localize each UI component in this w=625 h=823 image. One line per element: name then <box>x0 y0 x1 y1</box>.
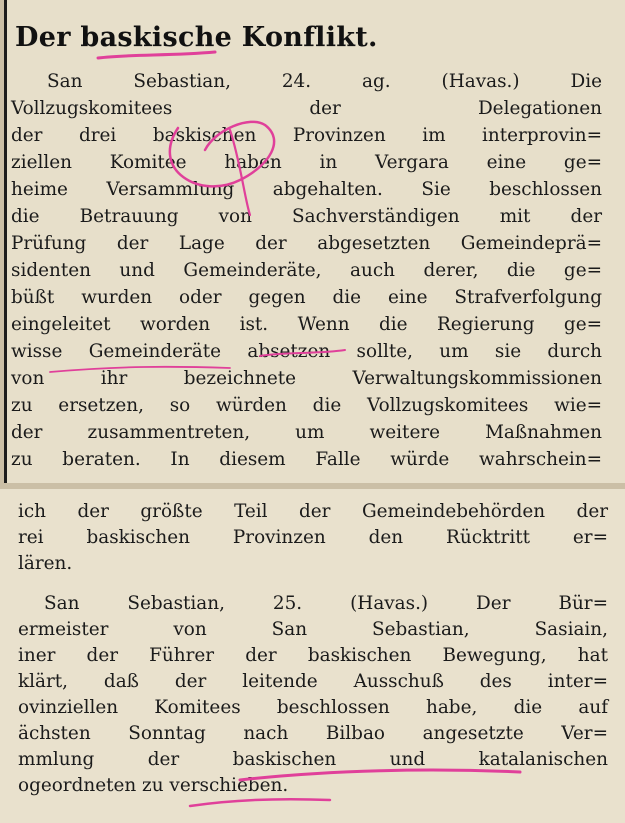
text-line: zu ersetzen, so würden die Vollzugskomitees wie= <box>11 395 602 416</box>
text-line: von ihr bezeichnete Verwaltungskommissionen <box>11 368 602 389</box>
clipping-bottom-piece <box>0 486 625 823</box>
text-line: rei baskischen Provinzen den Rücktritt er= <box>18 527 608 548</box>
text-line: die Betrauung von Sachverständigen mit der <box>11 206 602 227</box>
text-line: zu beraten. In diesem Falle würde wahrschein= <box>11 449 602 470</box>
text-line: der zusammentreten, um weitere Maßnahmen <box>11 422 602 443</box>
text-line: ziellen Komitee haben in Vergara eine ge= <box>11 152 602 173</box>
text-line: der drei baskischen Provinzen im interprovin= <box>11 125 602 146</box>
text-line: iner der Führer der baskischen Bewegung, hat <box>18 645 608 666</box>
text-line: Vollzugskomitees der Delegationen <box>11 98 602 119</box>
text-line: ogeordneten zu verschieben. <box>18 775 289 796</box>
text-line: ich der größte Teil der Gemeindebehörden der <box>18 501 608 522</box>
text-line: sidenten und Gemeinderäte, auch derer, die ge= <box>11 260 602 281</box>
text-line: Prüfung der Lage der abgesetzten Gemeindeprä= <box>11 233 602 254</box>
text-line: ovinziellen Komitees beschlossen habe, die auf <box>18 697 608 718</box>
text-line: ächsten Sonntag nach Bilbao angesetzte Ver= <box>18 723 608 744</box>
text-line: San Sebastian, 25. (Havas.) Der Bür= <box>44 593 608 614</box>
text-line: heime Versammlung abgehalten. Sie beschlossen <box>11 179 602 200</box>
text-line: lären. <box>18 553 73 574</box>
text-line: mmlung der baskischen und katalanischen <box>18 749 608 770</box>
article-headline: Der baskische Konflikt. <box>15 22 378 53</box>
text-line: klärt, daß der leitende Ausschuß des inter= <box>18 671 608 692</box>
text-line: wisse Gemeinderäte absetzen sollte, um sie durch <box>11 341 602 362</box>
text-line: ermeister von San Sebastian, Sasiain, <box>18 619 608 640</box>
clipping-top-piece <box>4 0 625 484</box>
clipping-gap <box>0 483 625 489</box>
text-line: San Sebastian, 24. ag. (Havas.) Die <box>47 71 602 92</box>
text-line: büßt wurden oder gegen die eine Strafverfolgung <box>11 287 602 308</box>
text-line: eingeleitet worden ist. Wenn die Regierung ge= <box>11 314 602 335</box>
